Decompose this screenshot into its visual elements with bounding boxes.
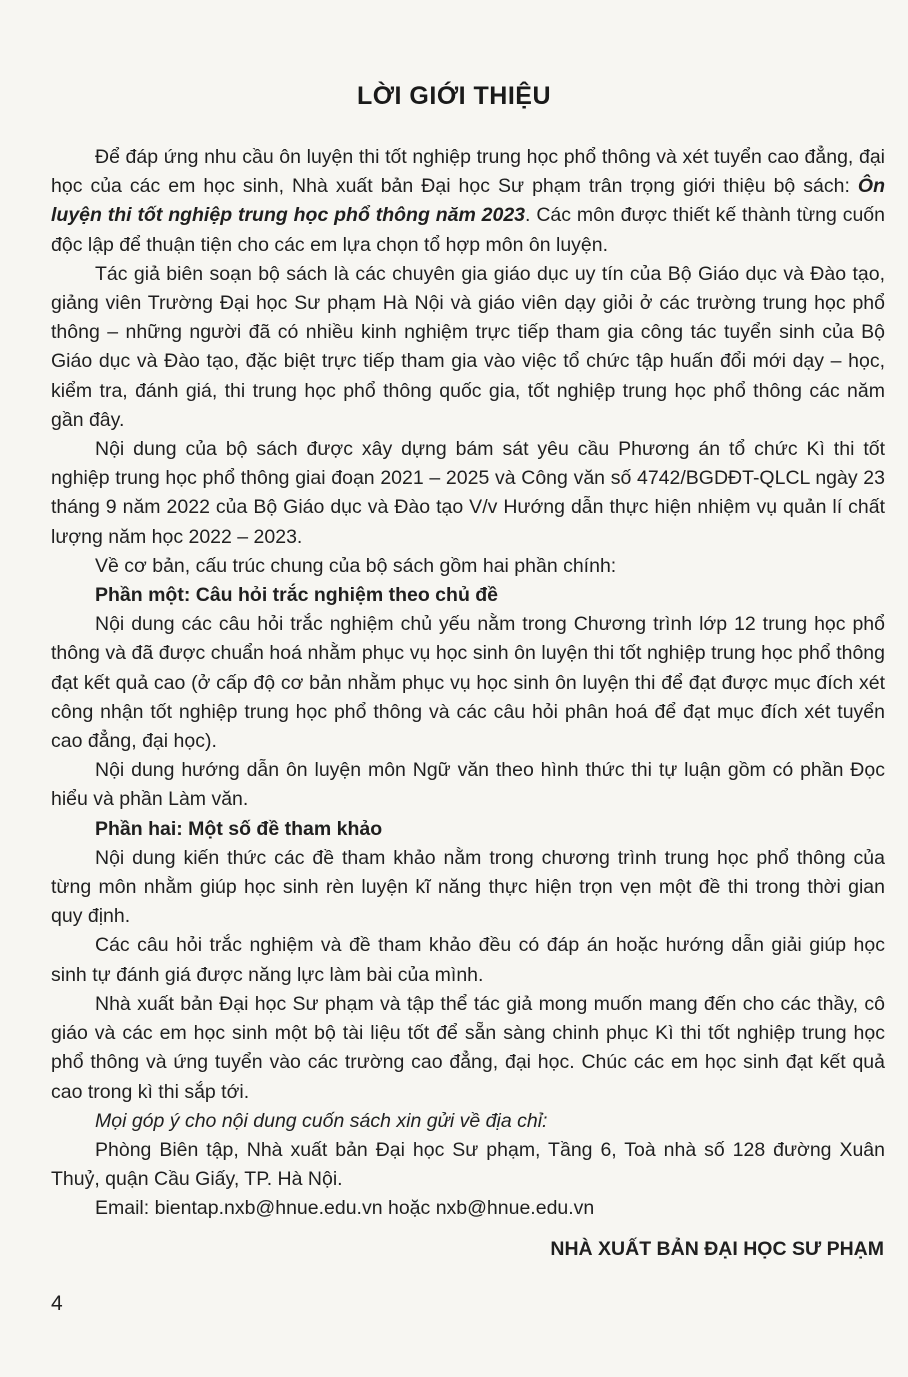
contact-intro: Mọi góp ý cho nội dung cuốn sách xin gửi về địa chỉ:: [95, 1109, 548, 1132]
part-two-paragraph: Các câu hỏi trắc nghiệm và đề tham khảo đều có đáp án hoặc hướng dẫn giải giúp học sinh tự đánh giá được năng lực làm bài của mình.: [51, 934, 885, 986]
part-one-heading: Phần một: Câu hỏi trắc nghiệm theo chủ đề: [95, 584, 499, 607]
page-number: 4: [51, 1292, 63, 1315]
publisher-signature: NHÀ XUẤT BẢN ĐẠI HỌC SƯ PHẠM: [550, 1238, 884, 1260]
part-two-paragraph: Nhà xuất bản Đại học Sư phạm và tập thể tác giả mong muốn mang đến cho các thầy, cô giáo và các em học sinh một bộ tài liệu tốt để sẵn sàng chinh phục Kì thi tốt nghiệp trung học phổ thông và ứng tuyển vào các trường cao đẳng, đại học. Chúc các em học sinh đạt kết quả cao trong kì thi sắp tới.: [51, 992, 885, 1103]
intro-paragraph: [51, 143, 885, 260]
document-body: [51, 143, 885, 1224]
part-one-paragraph: Nội dung các câu hỏi trắc nghiệm chủ yếu nằm trong Chương trình lớp 12 trung học phổ thông và đã được chuẩn hoá nhằm phục vụ học sinh ôn luyện thi tốt nghiệp trung học phổ thông đạt kết quả cao (ở cấp độ cơ bản nhằm phục vụ học sinh ôn luyện thi để đạt được mục đích xét công nhận tốt nghiệp trung học phổ thông và các câu hỏi phân hoá để đạt mục đích xét tuyển cao đẳng, đại học).: [51, 613, 885, 753]
book-title: Ôn luyện thi tốt nghiệp trung học phổ thông năm 2023: [51, 175, 885, 227]
part-two-paragraph: Nội dung kiến thức các đề tham khảo nằm trong chương trình trung học phổ thông của từng môn nhằm giúp học sinh rèn luyện kĩ năng thực hiện trọn vẹn một đề thi trong thời gian quy định.: [51, 846, 885, 928]
structure-paragraph: Về cơ bản, cấu trúc chung của bộ sách gồm hai phần chính:: [95, 554, 617, 577]
authors-paragraph: Tác giả biên soạn bộ sách là các chuyên gia giáo dục uy tín của Bộ Giáo dục và Đào tạo, giảng viên Trường Đại học Sư phạm Hà Nội và giáo viên dạy giỏi ở các trường trung học phổ thông – những người đã có nhiều kinh nghiệm trực tiếp tham gia công tác tuyển sinh của Bộ Giáo dục và Đào tạo, đặc biệt trực tiếp tham gia vào việc tổ chức tập huấn đổi mới dạy – học, kiểm tra, đánh giá, thi trung học phổ thông quốc gia, tốt nghiệp trung học phổ thông các năm gần đây.: [51, 262, 885, 431]
content-basis-paragraph: Nội dung của bộ sách được xây dựng bám sát yêu cầu Phương án tổ chức Kì thi tốt nghiệp trung học phổ thông giai đoạn 2021 – 2025 và Công văn số 4742/BGDĐT-QLCL ngày 23 tháng 9 năm 2022 của Bộ Giáo dục và Đào tạo V/v Hướng dẫn thực hiện nhiệm vụ quản lí chất lượng năm học 2022 – 2023.: [51, 438, 885, 548]
part-two-heading: Phần hai: Một số đề tham khảo: [95, 817, 383, 840]
intro-text-after: . Các môn được thiết kế thành từng cuốn độc lập để thuận tiện cho các em lựa chọn tổ hợp môn ôn luyện.: [51, 204, 885, 256]
contact-address: Phòng Biên tập, Nhà xuất bản Đại học Sư phạm, Tầng 6, Toà nhà số 128 đường Xuân Thuỷ, quận Cầu Giấy, TP. Hà Nội.: [51, 1138, 885, 1191]
intro-text-before: Để đáp ứng nhu cầu ôn luyện thi tốt nghiệp trung học phổ thông và xét tuyển cao đẳng, đại học của các em học sinh, Nhà xuất bản Đại học Sư phạm trân trọng giới thiệu bộ sách:: [51, 146, 885, 198]
page-title: LỜI GIỚI THIỆU: [356, 82, 552, 110]
contact-email: Email: bientap.nxb@hnue.edu.vn hoặc nxb@hnue.edu.vn: [95, 1197, 595, 1220]
part-one-paragraph: Nội dung hướng dẫn ôn luyện môn Ngữ văn theo hình thức thi tự luận gồm có phần Đọc hiểu và phần Làm văn.: [51, 759, 885, 811]
